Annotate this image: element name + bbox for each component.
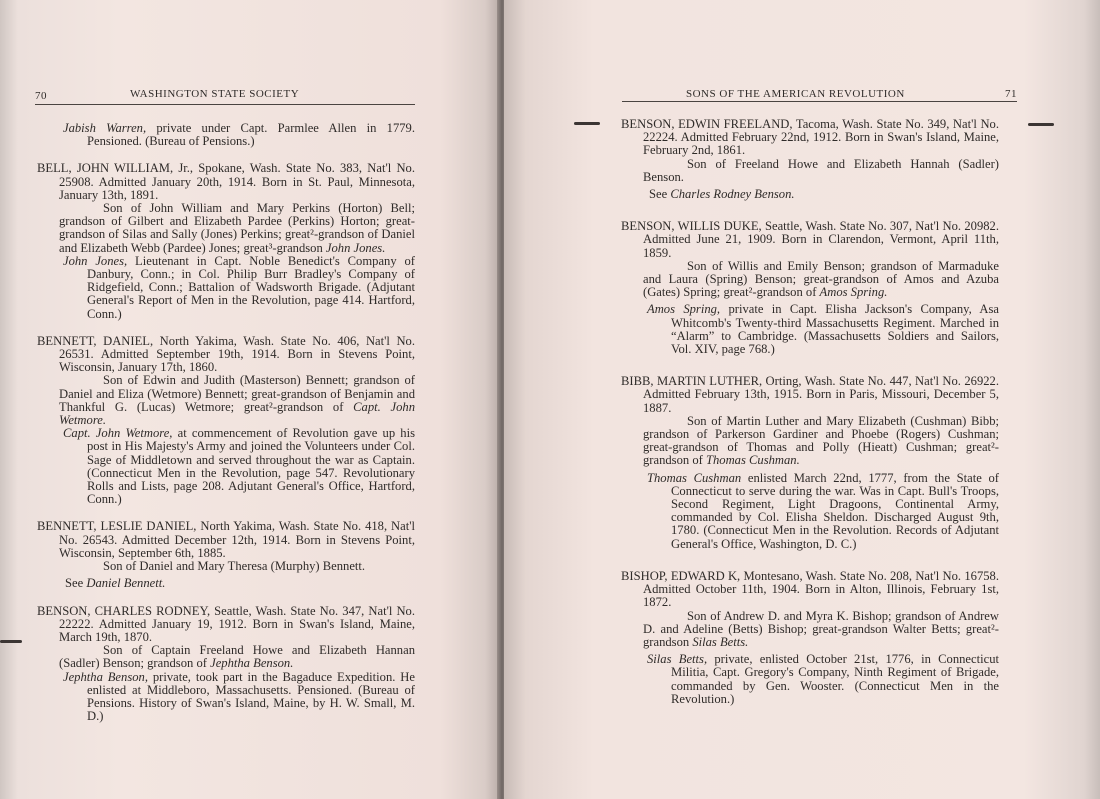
right-running-head: SONS OF THE AMERICAN REVOLUTION (686, 88, 905, 100)
continuation-note (37, 122, 415, 148)
right-page-number: 71 (1005, 88, 1017, 100)
left-running-head: WASHINGTON STATE SOCIETY (130, 88, 300, 100)
lineage-ancestor: Amos Spring. (819, 285, 888, 300)
entry-heading: BENSON, CHARLES RODNEY, Seattle, Wash. State No. 347, Nat'l No. 22222. Admitted January 19, 1912. Born in Swan's Island, Maine, March 19th, 1870. (37, 603, 415, 644)
entry-bennett-leslie-daniel (37, 520, 415, 590)
left-page-header (35, 88, 415, 104)
right-margin-pencil-mark-right (1028, 123, 1054, 126)
entry-lineage: Son of Willis and Emily Benson; grandson of Marmaduke and Laura (Spring) Benson; great-grandson of Amos and Azuba (Gates) Spring; great²-grandson of Amos Spring. (643, 258, 999, 300)
entry-service-note: Amos Spring, private in Capt. Elisha Jackson's Company, Asa Whitcomb's Twenty-third Massachusetts Regiment. Marched in “Alarm” to Cambridge. (Massachusetts Soldiers and Sailors, Vol. XIV, page 768.) (647, 302, 1000, 357)
entry-benson-charles-rodney (37, 605, 415, 724)
entry-service-note: Jephtha Benson, private, took part in the Bagaduce Expedition. He enlisted at Middleboro, Massachusetts. Pensioned. (Bureau of Pensions. History of Swan's Island, Maine, by H. W. Small, M. D.) (63, 669, 415, 724)
left-page-body (37, 122, 415, 723)
entry-service-note: Capt. John Wetmore, at commencement of Revolution gave up his post in His Majesty's Army and joined the Volunteers under Col. Sage of Middletown and served throughout the war as Captain. (Connecticut Men in the Revolution, page 547. Revolutionary Rolls and Lists, page 208. Adjutant General's Office, Hartford, Conn.) (63, 426, 415, 507)
entry-lineage: Son of Martin Luther and Mary Elizabeth (Cushman) Bibb; grandson of Parkerson Gardiner and Phoebe (Rogers) Cushman; great-grandson of Thomas and Polly (Hieatt) Cushman; great²-grandson of Thomas Cushman. (643, 413, 999, 468)
see-name: Charles Rodney Benson. (670, 187, 795, 202)
entry-heading: BISHOP, EDWARD K, Montesano, Wash. State No. 208, Nat'l No. 16758. Admitted October 11th, 1904. Born in Alton, Illinois, February 1st, 1872. (621, 568, 999, 610)
entry-heading: BELL, JOHN WILLIAM, Jr., Spokane, Wash. State No. 383, Nat'l No. 25908. Admitted January 20th, 1914. Born in St. Paul, Minnesota, January 13th, 1891. (37, 161, 415, 202)
entry-benson-willis-duke (621, 220, 999, 356)
note-ancestor: Amos Spring, (647, 302, 721, 317)
entry-lineage: Son of Andrew D. and Myra K. Bishop; grandson of Andrew D. and Adeline (Betts) Bishop; great-grandson Walter Betts; great²-grandson Silas Betts. (643, 608, 999, 649)
note-ancestor: Thomas Cushman (647, 470, 742, 485)
lineage-ancestor: Silas Betts. (692, 634, 749, 649)
left-header-rule (35, 104, 415, 105)
left-margin-pencil-mark (0, 640, 22, 643)
see-name: Daniel Bennett. (86, 576, 166, 591)
entry-service-note: Thomas Cushman enlisted March 22nd, 1777, from the State of Connecticut to serve during the war. Was in Capt. Bull's Troops, Second Regiment, Light Dragoons, Continental Army, commanded by Col. Elisha Sheldon. Discharged August 9th, 1780. (Connecticut Men in the Revolution. Records of Adjutant General's Office, Washington, D. C.) (647, 470, 999, 551)
entry-bishop-edward-k (621, 570, 999, 706)
entry-heading: BIBB, MARTIN LUTHER, Orting, Wash. State No. 447, Nat'l No. 26922. Admitted February 13th, 1915. Born in Paris, Missouri, December 5, 1887. (621, 374, 999, 415)
lineage-ancestor: Jephtha Benson. (210, 656, 294, 671)
note-ancestor: John Jones, (63, 253, 128, 268)
lineage-ancestor: John Jones. (325, 240, 386, 255)
entry-bibb-martin-luther (621, 375, 999, 551)
entry-bell-john-william (37, 162, 415, 320)
right-margin-pencil-mark-left (574, 122, 600, 125)
right-page-body (621, 118, 999, 706)
lineage-ancestor: Thomas Cushman. (705, 453, 800, 468)
entry-service-note: John Jones, Lieutenant in Capt. Noble Benedict's Company of Danbury, Conn.; in Col. Philip Burr Bradley's Company of Ridgefield, Conn.; Battalion of Wadsworth Brigade. (Adjutant General's Report of Men in the Revolution, page 414. Hartford, Conn.) (63, 253, 415, 321)
entry-heading: BENNETT, LESLIE DANIEL, North Yakima, Wash. State No. 418, Nat'l No. 26543. Admitted December 12th, 1914. Born in Stevens Point, Wisconsin, September 6th, 1885. (37, 519, 415, 560)
entry-benson-edwin-freeland (621, 118, 999, 201)
entry-lineage: Son of Edwin and Judith (Masterson) Bennett; grandson of Daniel and Eliza (Wetmore) Bennett; great-grandson of Benjamin and Thankful G. (Lucas) Wetmore; great²-grandson of Capt. John Wetmore. (59, 373, 415, 428)
right-header-rule (622, 101, 1017, 102)
lineage-ancestor: Capt. John Wetmore. (59, 399, 415, 428)
note-ancestor: Jephtha Benson, (63, 669, 148, 684)
entry-heading: BENSON, WILLIS DUKE, Seattle, Wash. State No. 307, Nat'l No. 20982. Admitted June 21, 1909. Born in Clarendon, Vermont, April 11th, 1859. (621, 219, 999, 260)
note-ancestor: Silas Betts, (647, 652, 708, 667)
note-ancestor: Capt. John Wetmore, (63, 426, 173, 441)
entry-service-note: Silas Betts, private, enlisted October 21st, 1776, in Connecticut Militia, Capt. Gregory's Company, Ninth Regiment of Brigade, commanded by Gen. Wooster. (Connecticut Men in the Revolution.) (647, 652, 999, 706)
entry-lineage: Son of John William and Mary Perkins (Horton) Bell; grandson of Gilbert and Elizabeth Pardee (Perkins) Horton; great-grandson of Silas and Sally (Jones) Perkins; great²-grandson of Daniel and Elizabeth Webb (Pardee) Jones; great³-grandson John Jones. (59, 201, 415, 255)
left-page (0, 0, 500, 799)
entry-heading: BENNETT, DANIEL, North Yakima, Wash. State No. 406, Nat'l No. 26531. Admitted September 19th, 1914. Born in Stevens Point, Wisconsin, January 17th, 1860. (37, 333, 415, 375)
entry-lineage: Son of Daniel and Mary Theresa (Murphy) Bennett. (103, 559, 366, 574)
see-reference: See Charles Rodney Benson. (649, 187, 795, 202)
entry-lineage: Son of Freeland Howe and Elizabeth Hannah (Sadler) Benson. (643, 156, 999, 184)
entry-heading: BENSON, EDWIN FREELAND, Tacoma, Wash. State No. 349, Nat'l No. 22224. Admitted February 22nd, 1912. Born in Swan's Island, Maine, February 2nd, 1861. (621, 117, 999, 158)
see-reference: See Daniel Bennett. (65, 576, 166, 591)
right-page (504, 0, 1100, 799)
entry-bennett-daniel (37, 335, 415, 507)
continuation-name: Jabish Warren, (63, 121, 147, 135)
continuation-text: private under Capt. Parmlee Allen in 1779. Pensioned. (Bureau of Pensions.) (87, 121, 416, 149)
entry-lineage: Son of Captain Freeland Howe and Elizabeth Hannan (Sadler) Benson; grandson of Jephtha Benson. (59, 643, 415, 671)
left-page-number: 70 (35, 90, 47, 102)
